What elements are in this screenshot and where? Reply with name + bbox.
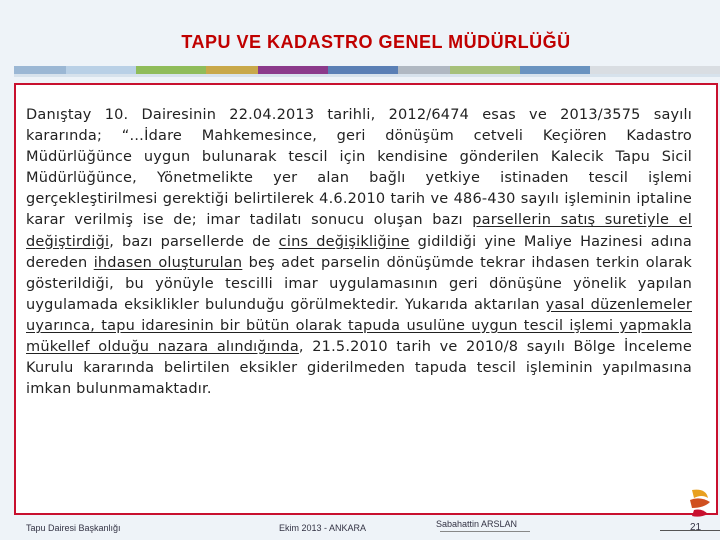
color-stripe xyxy=(14,66,720,74)
underlined-text: cins değişikliğine xyxy=(278,233,410,250)
tkgm-logo-icon xyxy=(684,486,714,520)
footer-divider xyxy=(440,531,530,532)
footer-author: Sabahattin ARSLAN xyxy=(436,519,518,529)
underlined-text: parsellerin satış suretiyle el değiştirdiği xyxy=(26,212,692,250)
underlined-text: yasal düzenlemeler uyarınca, tapu idaresinin bir bütün olarak tapuda usulüne uygun tescil işlemi yapmakla mükellef olduğu nazara alındığında xyxy=(26,296,692,356)
body-text: , 21.5.2010 tarih ve 2010/8 sayılı Bölge İnceleme Kurulu kararında belirtilen eksikler giderilmeden tapuda tescil işleminin yapılmasına imkan bulunmamaktadır. xyxy=(26,339,692,398)
body-text: Danıştay 10. Dairesinin 22.04.2013 tarihli, 2012/6474 esas ve 2013/3575 sayılı kararında; “…İdare Mahkemesince, geri dönüşüm cetveli Keçiören Kadastro Müdürlüğünce uygun bulunarak tescil için kendisine gönderilen Kalecik Tapu Sicil Müdürlüğünce, Yönetmelikte yer alan bağlı yetkiye istinaden tescil işlemi gerçekleştirilmesi gerektiği belirtilerek 4.6.2010 tarih ve 486-430 sayılı işleminin iptaline karar verilmiş ise de; imar tadilatı sonucu oluşan bazı xyxy=(26,107,692,229)
page-number: 21 xyxy=(690,522,702,533)
body-text: beş adet parselin dönüşümde tekrar ihdasen terkin olarak gösterildiği, bu yönüyle tescilli imar uygulamasının geri dönüşüne yönelik yapılan uygulamada eksiklikler bulunduğu görülmektedir. Yukarıda aktarılan xyxy=(26,254,692,313)
slide-title: TAPU VE KADASTRO GENEL MÜDÜRLÜĞÜ xyxy=(181,32,571,52)
stripe-underline xyxy=(14,74,720,77)
body-text: gidildiği yine Maliye Hazinesi adına dereden xyxy=(26,233,692,271)
underlined-text: ihdasen oluşturulan xyxy=(93,254,243,271)
body-text: , bazı parsellerde de xyxy=(109,233,279,250)
footer-event: Ekim 2013 - ANKARA xyxy=(279,523,367,533)
footer-department: Tapu Dairesi Başkanlığı xyxy=(26,523,121,533)
body-paragraph xyxy=(26,105,692,400)
content-box xyxy=(14,83,718,515)
